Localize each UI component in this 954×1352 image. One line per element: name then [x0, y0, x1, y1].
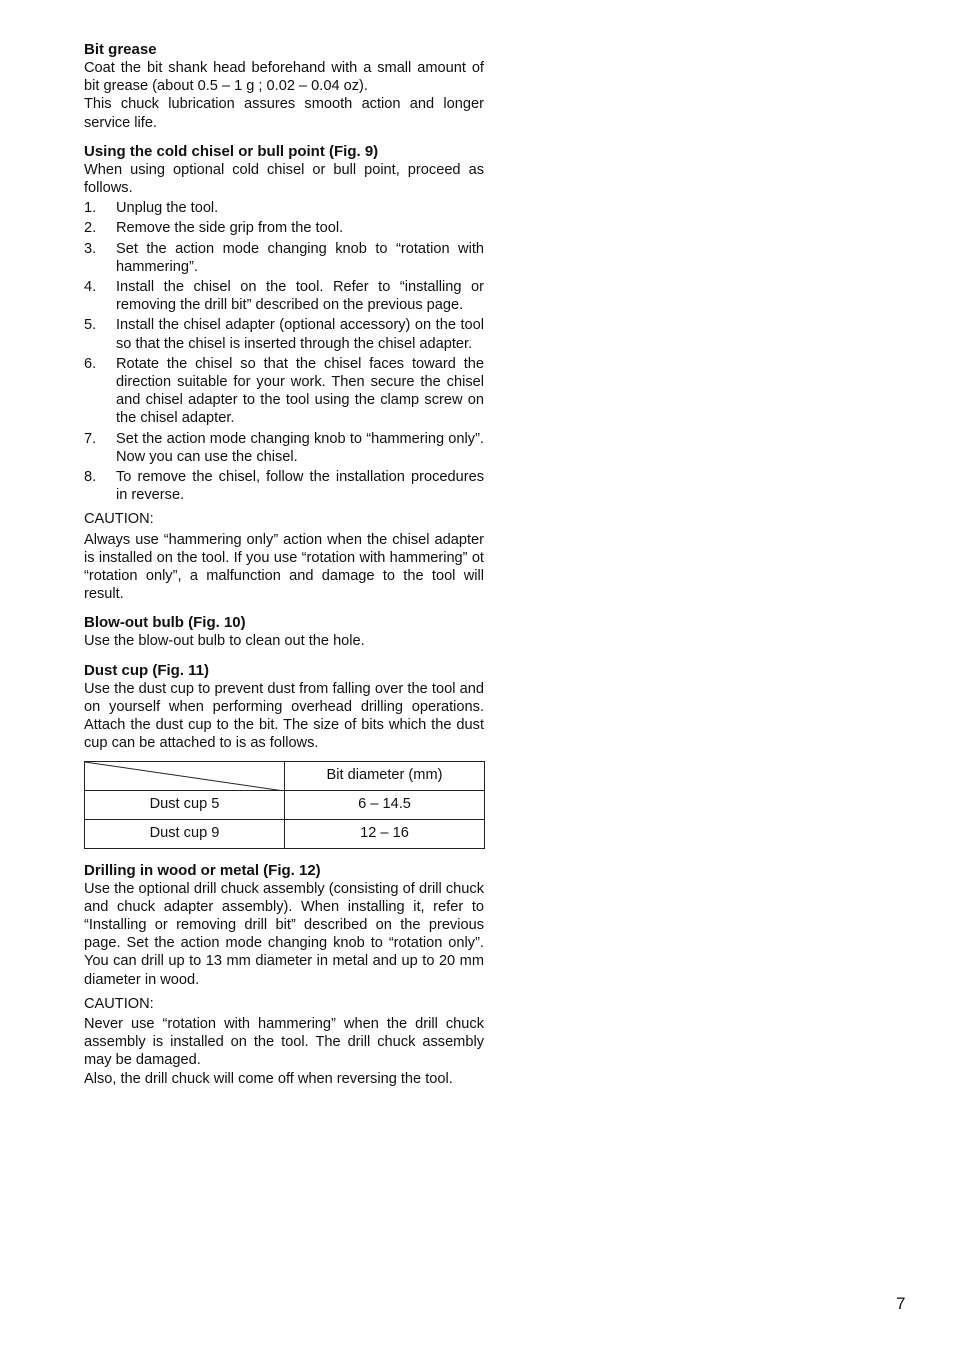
- section-cold-chisel: [84, 142, 484, 604]
- dust-cup-table: [84, 761, 485, 849]
- step-number: 7.: [84, 430, 97, 447]
- step-number: 8.: [84, 469, 97, 486]
- list-item: [84, 430, 484, 466]
- table-cell: 12 – 16: [285, 819, 485, 848]
- section-dust-cup: [84, 661, 484, 849]
- paragraph: This chuck lubrication assures smooth action and longer service life.: [84, 96, 484, 131]
- paragraph: When using optional cold chisel or bull point, proceed as follows.: [84, 161, 484, 197]
- list-item: [84, 219, 484, 237]
- step-number: 6.: [84, 355, 97, 372]
- caution-label: CAUTION:: [84, 511, 154, 528]
- table-cell: 6 – 14.5: [285, 790, 485, 819]
- step-number: 4.: [84, 279, 97, 296]
- step-number: 1.: [84, 200, 97, 217]
- heading-dust-cup: Dust cup (Fig. 11): [84, 661, 210, 679]
- paragraph: Use the optional drill chuck assembly (consisting of drill chuck and chuck adapter assembly). When installing it, refer to “Installing or removing drill bit” described on the previous page. Set the action mode changing knob to “rotation only”. You can drill up to 13 mm diameter in metal and up to 20 mm diameter in wood.: [84, 880, 484, 988]
- step-text: Remove the side grip from the tool.: [116, 220, 344, 237]
- page-number: 7: [896, 1294, 906, 1313]
- step-text: Install the chisel on the tool. Refer to “installing or removing the drill bit” described on the previous page.: [116, 279, 484, 314]
- table-cell: Dust cup 9: [85, 819, 285, 848]
- heading-cold-chisel: Using the cold chisel or bull point (Fig. 9): [84, 142, 379, 160]
- diagonal-line: [85, 762, 284, 791]
- paragraph: Use the blow-out bulb to clean out the hole.: [84, 633, 365, 650]
- list-item: [84, 240, 484, 276]
- paragraph: Coat the bit shank head beforehand with a small amount of bit grease (about 0.5 – 1 g ; 0.02 – 0.04 oz).: [84, 60, 484, 95]
- heading-bit-grease: Bit grease: [84, 41, 157, 58]
- list-item: [84, 199, 484, 217]
- list-item: [84, 468, 484, 504]
- table-header-row: [85, 761, 485, 790]
- caution-text: Always use “hammering only” action when the chisel adapter is installed on the tool. If you use “rotation with hammering” ot “rotation only”, a malfunction and damage to the tool will result.: [84, 531, 484, 603]
- step-text: Set the action mode changing knob to “hammering only”. Now you can use the chisel.: [116, 430, 484, 465]
- step-text: Install the chisel adapter (optional accessory) on the tool so that the chisel is inserted through the chisel adapter.: [116, 317, 484, 352]
- step-text: Unplug the tool.: [116, 200, 219, 217]
- step-number: 2.: [84, 220, 97, 237]
- heading-drilling: Drilling in wood or metal (Fig. 12): [84, 861, 321, 879]
- step-number: 3.: [84, 240, 97, 257]
- step-text: Set the action mode changing knob to “rotation with hammering”.: [116, 240, 484, 275]
- caution-text: Also, the drill chuck will come off when reversing the tool.: [84, 1070, 453, 1087]
- section-blow-out-bulb: [84, 613, 484, 650]
- step-text: To remove the chisel, follow the installation procedures in reverse.: [116, 469, 484, 504]
- step-text: Rotate the chisel so that the chisel faces toward the direction suitable for your work. Then secure the chisel and chisel adapter to the tool using the clamp screw on the chisel adapter.: [116, 355, 484, 427]
- list-item: [84, 278, 484, 314]
- list-item: [84, 355, 484, 428]
- table-row: [85, 790, 485, 819]
- caution-label: CAUTION:: [84, 995, 154, 1012]
- caution-text: Never use “rotation with hammering” when the drill chuck assembly is installed on the tool. The drill chuck assembly may be damaged.: [84, 1015, 484, 1069]
- table-cell: Dust cup 5: [85, 790, 285, 819]
- table-row: [85, 819, 485, 848]
- list-item: [84, 316, 484, 352]
- paragraph: Use the dust cup to prevent dust from falling over the tool and on yourself when performing overhead drilling operations. Attach the dust cup to the bit. The size of bits which the dust cup can be attached to is as follows.: [84, 680, 484, 752]
- steps-list: [84, 199, 484, 504]
- section-bit-grease: [84, 40, 484, 132]
- table-corner-cell: [85, 761, 285, 790]
- section-drilling: [84, 861, 484, 1088]
- content-column: [84, 40, 484, 1098]
- step-number: 5.: [84, 317, 97, 334]
- table-header: Bit diameter (mm): [285, 761, 485, 790]
- heading-blow-out-bulb: Blow-out bulb (Fig. 10): [84, 614, 246, 632]
